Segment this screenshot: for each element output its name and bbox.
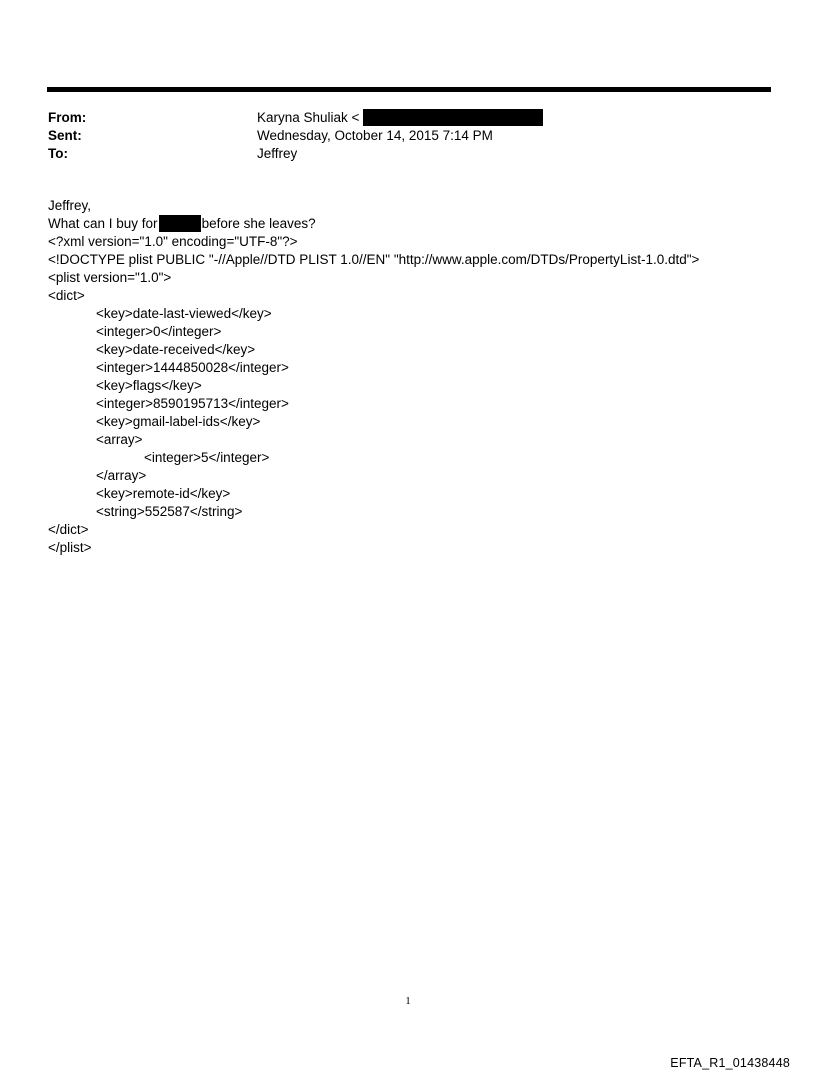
to-row — [48, 145, 748, 163]
from-value — [257, 109, 543, 127]
bates-number: EFTA_R1_01438448 — [670, 1056, 790, 1070]
plist-line: <string>552587</string> — [96, 504, 243, 519]
redaction-box-email-address — [363, 109, 543, 126]
plist-line: <array> — [96, 432, 143, 447]
plist-line: <key>flags</key> — [96, 378, 202, 393]
sent-label: Sent: — [48, 128, 82, 143]
plist-line: <key>gmail-label-ids</key> — [96, 414, 261, 429]
redaction-box-name — [159, 215, 201, 232]
from-label: From: — [48, 110, 87, 125]
plist-line: <?xml version="1.0" encoding="UTF-8"?> — [48, 234, 298, 249]
plist-line: <!DOCTYPE plist PUBLIC "-//Apple//DTD PLIST 1.0//EN" "http://www.apple.com/DTDs/PropertyList-1.0.dtd"> — [48, 252, 700, 267]
question-line — [48, 215, 788, 233]
header-divider-rule — [47, 87, 771, 92]
greeting-line: Jeffrey, — [48, 198, 92, 213]
question-text-after: before she leaves? — [201, 216, 316, 231]
plist-line: <integer>8590195713</integer> — [96, 396, 289, 411]
from-row — [48, 109, 748, 127]
plist-code-block — [48, 233, 788, 557]
email-header — [48, 109, 748, 163]
plist-line: <integer>1444850028</integer> — [96, 360, 289, 375]
plist-line: </dict> — [48, 522, 89, 537]
to-label: To: — [48, 146, 68, 161]
plist-line: <key>date-received</key> — [96, 342, 256, 357]
plist-line: <key>remote-id</key> — [96, 486, 231, 501]
sent-value: Wednesday, October 14, 2015 7:14 PM — [257, 128, 493, 143]
from-sender-name: Karyna Shuliak < — [257, 110, 360, 125]
email-body — [48, 197, 788, 557]
plist-line: <integer>5</integer> — [144, 450, 270, 465]
sent-row — [48, 127, 748, 145]
plist-line: <plist version="1.0"> — [48, 270, 172, 285]
plist-line: </plist> — [48, 540, 92, 555]
to-value: Jeffrey — [257, 146, 298, 161]
plist-line: </array> — [96, 468, 147, 483]
plist-line: <key>date-last-viewed</key> — [96, 306, 272, 321]
plist-line: <integer>0</integer> — [96, 324, 222, 339]
page-number: 1 — [405, 995, 411, 1007]
plist-line: <dict> — [48, 288, 85, 303]
question-text-before: What can I buy for — [48, 216, 158, 231]
